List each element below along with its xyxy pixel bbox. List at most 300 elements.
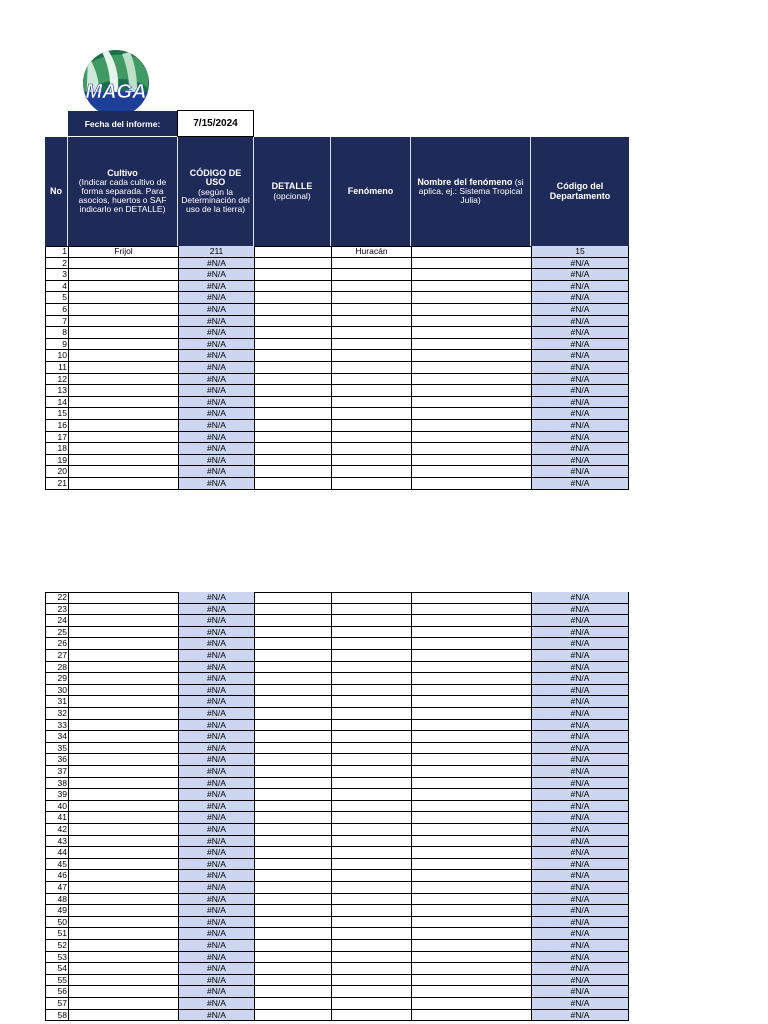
cell-cultivo[interactable] <box>68 708 178 720</box>
cell-cultivo[interactable] <box>68 778 178 790</box>
cell-fenomeno[interactable] <box>331 339 411 351</box>
cell-detalle[interactable] <box>254 339 331 351</box>
cell-cultivo[interactable] <box>68 281 178 293</box>
cell-codigo-uso: #N/A <box>178 928 254 940</box>
table-row <box>45 638 629 650</box>
cell-nombre-fenomeno[interactable] <box>411 743 531 755</box>
cell-nombre-fenomeno[interactable] <box>411 397 531 409</box>
cell-fenomeno[interactable] <box>331 362 411 374</box>
cell-nombre-fenomeno[interactable] <box>411 789 531 801</box>
cell-fenomeno[interactable] <box>331 754 411 766</box>
cell-detalle[interactable] <box>254 443 331 455</box>
cell-cultivo[interactable] <box>68 824 178 836</box>
cell-fenomeno[interactable] <box>331 836 411 848</box>
cell-nombre-fenomeno[interactable] <box>411 432 531 444</box>
cell-fenomeno[interactable] <box>331 801 411 813</box>
cell-detalle[interactable] <box>254 627 331 639</box>
cell-codigo-uso: #N/A <box>178 952 254 964</box>
cell-cultivo[interactable] <box>68 258 178 270</box>
cell-detalle[interactable] <box>254 408 331 420</box>
cell-nombre-fenomeno[interactable] <box>411 905 531 917</box>
cell-fenomeno[interactable] <box>331 292 411 304</box>
cell-codigo-departamento: #N/A <box>531 836 629 848</box>
cell-detalle[interactable] <box>254 650 331 662</box>
cell-cultivo[interactable] <box>68 327 178 339</box>
cell-fenomeno[interactable] <box>331 986 411 998</box>
cell-detalle[interactable] <box>254 963 331 975</box>
cell-nombre-fenomeno[interactable] <box>411 928 531 940</box>
cell-detalle[interactable] <box>254 754 331 766</box>
cell-fenomeno[interactable] <box>331 327 411 339</box>
cell-no: 47 <box>45 882 68 894</box>
cell-codigo-departamento: #N/A <box>531 281 629 293</box>
cell-cultivo[interactable] <box>68 627 178 639</box>
cell-no: 54 <box>45 963 68 975</box>
cell-cultivo[interactable] <box>68 350 178 362</box>
cell-fenomeno[interactable] <box>331 432 411 444</box>
cell-nombre-fenomeno[interactable] <box>411 812 531 824</box>
cell-no: 17 <box>45 432 68 444</box>
cell-fenomeno[interactable] <box>331 443 411 455</box>
cell-nombre-fenomeno[interactable] <box>411 638 531 650</box>
cell-detalle[interactable] <box>254 292 331 304</box>
cell-nombre-fenomeno[interactable] <box>411 281 531 293</box>
cell-fenomeno[interactable] <box>331 743 411 755</box>
cell-nombre-fenomeno[interactable] <box>411 592 531 604</box>
cell-nombre-fenomeno[interactable] <box>411 362 531 374</box>
cell-cultivo[interactable] <box>68 731 178 743</box>
cell-detalle[interactable] <box>254 940 331 952</box>
cell-cultivo[interactable] <box>68 408 178 420</box>
cell-nombre-fenomeno[interactable] <box>411 696 531 708</box>
cell-nombre-fenomeno[interactable] <box>411 882 531 894</box>
cell-nombre-fenomeno[interactable] <box>411 604 531 616</box>
cell-cultivo[interactable] <box>68 397 178 409</box>
cell-no: 16 <box>45 420 68 432</box>
cell-cultivo[interactable] <box>68 801 178 813</box>
cell-codigo-uso: #N/A <box>178 812 254 824</box>
cell-detalle[interactable] <box>254 812 331 824</box>
data-table-top <box>45 246 629 490</box>
table-row <box>45 882 629 894</box>
cell-detalle[interactable] <box>254 847 331 859</box>
cell-detalle[interactable] <box>254 998 331 1010</box>
cell-detalle[interactable] <box>254 269 331 281</box>
cell-fenomeno[interactable] <box>331 627 411 639</box>
report-date-field[interactable]: 7/15/2024 <box>177 110 254 137</box>
cell-nombre-fenomeno[interactable] <box>411 940 531 952</box>
cell-cultivo[interactable] <box>68 478 178 490</box>
cell-fenomeno[interactable] <box>331 466 411 478</box>
cell-cultivo[interactable] <box>68 720 178 732</box>
cell-no: 55 <box>45 975 68 987</box>
cell-detalle[interactable] <box>254 615 331 627</box>
cell-no: 56 <box>45 986 68 998</box>
cell-detalle[interactable] <box>254 304 331 316</box>
cell-fenomeno[interactable] <box>331 998 411 1010</box>
cell-detalle[interactable] <box>254 316 331 328</box>
cell-cultivo[interactable] <box>68 928 178 940</box>
cell-cultivo[interactable]: Frijol <box>68 246 178 258</box>
cell-codigo-departamento: #N/A <box>531 385 629 397</box>
cell-fenomeno[interactable] <box>331 638 411 650</box>
cell-codigo-departamento: #N/A <box>531 731 629 743</box>
cell-nombre-fenomeno[interactable] <box>411 778 531 790</box>
cell-nombre-fenomeno[interactable] <box>411 685 531 697</box>
cell-cultivo[interactable] <box>68 673 178 685</box>
cell-detalle[interactable] <box>254 952 331 964</box>
cell-fenomeno[interactable] <box>331 928 411 940</box>
cell-cultivo[interactable] <box>68 905 178 917</box>
cell-nombre-fenomeno[interactable] <box>411 847 531 859</box>
cell-detalle[interactable] <box>254 766 331 778</box>
cell-nombre-fenomeno[interactable] <box>411 952 531 964</box>
cell-fenomeno[interactable] <box>331 905 411 917</box>
cell-cultivo[interactable] <box>68 615 178 627</box>
cell-fenomeno[interactable] <box>331 420 411 432</box>
cell-fenomeno[interactable] <box>331 766 411 778</box>
cell-codigo-uso: #N/A <box>178 801 254 813</box>
cell-no: 12 <box>45 374 68 386</box>
cell-detalle[interactable] <box>254 870 331 882</box>
cell-detalle[interactable] <box>254 720 331 732</box>
cell-fenomeno[interactable] <box>331 847 411 859</box>
cell-nombre-fenomeno[interactable] <box>411 963 531 975</box>
cell-fenomeno[interactable] <box>331 731 411 743</box>
cell-fenomeno[interactable] <box>331 350 411 362</box>
cell-detalle[interactable] <box>254 350 331 362</box>
cell-codigo-departamento: #N/A <box>531 870 629 882</box>
cell-nombre-fenomeno[interactable] <box>411 801 531 813</box>
cell-nombre-fenomeno[interactable] <box>411 466 531 478</box>
cell-codigo-departamento: #N/A <box>531 905 629 917</box>
cell-codigo-departamento: #N/A <box>531 928 629 940</box>
cell-cultivo[interactable] <box>68 986 178 998</box>
table-row <box>45 673 629 685</box>
cell-cultivo[interactable] <box>68 882 178 894</box>
cell-codigo-uso: #N/A <box>178 592 254 604</box>
cell-fenomeno[interactable] <box>331 812 411 824</box>
cell-cultivo[interactable] <box>68 754 178 766</box>
cell-cultivo[interactable] <box>68 662 178 674</box>
table-row <box>45 905 629 917</box>
cell-cultivo[interactable] <box>68 975 178 987</box>
cell-fenomeno[interactable] <box>331 685 411 697</box>
cell-no: 46 <box>45 870 68 882</box>
cell-fenomeno[interactable] <box>331 870 411 882</box>
cell-nombre-fenomeno[interactable] <box>411 374 531 386</box>
cell-cultivo[interactable] <box>68 374 178 386</box>
cell-nombre-fenomeno[interactable] <box>411 246 531 258</box>
cell-nombre-fenomeno[interactable] <box>411 385 531 397</box>
cell-codigo-departamento: 15 <box>531 246 629 258</box>
cell-codigo-departamento: #N/A <box>531 443 629 455</box>
cell-cultivo[interactable] <box>68 696 178 708</box>
cell-nombre-fenomeno[interactable] <box>411 615 531 627</box>
cell-detalle[interactable] <box>254 420 331 432</box>
cell-cultivo[interactable] <box>68 952 178 964</box>
cell-cultivo[interactable] <box>68 685 178 697</box>
cell-cultivo[interactable] <box>68 1010 178 1022</box>
cell-detalle[interactable] <box>254 432 331 444</box>
cell-nombre-fenomeno[interactable] <box>411 998 531 1010</box>
cell-fenomeno[interactable] <box>331 778 411 790</box>
table-row <box>45 304 629 316</box>
cell-codigo-uso: #N/A <box>178 292 254 304</box>
cell-fenomeno[interactable] <box>331 269 411 281</box>
cell-cultivo[interactable] <box>68 292 178 304</box>
cell-nombre-fenomeno[interactable] <box>411 420 531 432</box>
cell-detalle[interactable] <box>254 778 331 790</box>
cell-cultivo[interactable] <box>68 894 178 906</box>
cell-cultivo[interactable] <box>68 940 178 952</box>
cell-fenomeno[interactable] <box>331 720 411 732</box>
table-row <box>45 1010 629 1022</box>
cell-fenomeno[interactable] <box>331 478 411 490</box>
cell-detalle[interactable] <box>254 604 331 616</box>
cell-codigo-departamento: #N/A <box>531 673 629 685</box>
cell-fenomeno[interactable] <box>331 281 411 293</box>
cell-nombre-fenomeno[interactable] <box>411 443 531 455</box>
cell-nombre-fenomeno[interactable] <box>411 408 531 420</box>
cell-fenomeno[interactable] <box>331 397 411 409</box>
cell-cultivo[interactable] <box>68 592 178 604</box>
cell-fenomeno[interactable] <box>331 963 411 975</box>
cell-nombre-fenomeno[interactable] <box>411 327 531 339</box>
cell-detalle[interactable] <box>254 986 331 998</box>
cell-no: 8 <box>45 327 68 339</box>
cell-detalle[interactable] <box>254 696 331 708</box>
cell-detalle[interactable] <box>254 789 331 801</box>
cell-detalle[interactable] <box>254 836 331 848</box>
table-row <box>45 801 629 813</box>
cell-fenomeno[interactable] <box>331 304 411 316</box>
cell-nombre-fenomeno[interactable] <box>411 824 531 836</box>
cell-detalle[interactable] <box>254 824 331 836</box>
cell-nombre-fenomeno[interactable] <box>411 986 531 998</box>
cell-detalle[interactable] <box>254 246 331 258</box>
cell-no: 21 <box>45 478 68 490</box>
cell-nombre-fenomeno[interactable] <box>411 269 531 281</box>
cell-no: 20 <box>45 466 68 478</box>
cell-nombre-fenomeno[interactable] <box>411 1010 531 1022</box>
cell-nombre-fenomeno[interactable] <box>411 766 531 778</box>
cell-fenomeno[interactable] <box>331 696 411 708</box>
cell-fenomeno[interactable] <box>331 408 411 420</box>
cell-codigo-uso: #N/A <box>178 859 254 871</box>
cell-cultivo[interactable] <box>68 812 178 824</box>
cell-detalle[interactable] <box>254 478 331 490</box>
cell-cultivo[interactable] <box>68 789 178 801</box>
cell-fenomeno[interactable] <box>331 917 411 929</box>
cell-nombre-fenomeno[interactable] <box>411 350 531 362</box>
cell-nombre-fenomeno[interactable] <box>411 304 531 316</box>
cell-nombre-fenomeno[interactable] <box>411 975 531 987</box>
cell-detalle[interactable] <box>254 374 331 386</box>
cell-nombre-fenomeno[interactable] <box>411 673 531 685</box>
cell-detalle[interactable] <box>254 592 331 604</box>
cell-fenomeno[interactable] <box>331 859 411 871</box>
cell-fenomeno[interactable]: Huracán <box>331 246 411 258</box>
cell-nombre-fenomeno[interactable] <box>411 836 531 848</box>
cell-fenomeno[interactable] <box>331 789 411 801</box>
cell-fenomeno[interactable] <box>331 708 411 720</box>
cell-nombre-fenomeno[interactable] <box>411 339 531 351</box>
cell-nombre-fenomeno[interactable] <box>411 455 531 467</box>
cell-codigo-uso: #N/A <box>178 836 254 848</box>
cell-codigo-uso: #N/A <box>178 766 254 778</box>
cell-no: 33 <box>45 720 68 732</box>
cell-codigo-departamento: #N/A <box>531 720 629 732</box>
cell-cultivo[interactable] <box>68 362 178 374</box>
cell-nombre-fenomeno[interactable] <box>411 478 531 490</box>
cell-detalle[interactable] <box>254 685 331 697</box>
cell-detalle[interactable] <box>254 905 331 917</box>
cell-fenomeno[interactable] <box>331 662 411 674</box>
cell-cultivo[interactable] <box>68 432 178 444</box>
cell-nombre-fenomeno[interactable] <box>411 258 531 270</box>
cell-fenomeno[interactable] <box>331 592 411 604</box>
cell-detalle[interactable] <box>254 731 331 743</box>
cell-cultivo[interactable] <box>68 998 178 1010</box>
cell-detalle[interactable] <box>254 662 331 674</box>
cell-codigo-departamento: #N/A <box>531 801 629 813</box>
cell-codigo-uso: #N/A <box>178 708 254 720</box>
cell-detalle[interactable] <box>254 327 331 339</box>
cell-codigo-departamento: #N/A <box>531 650 629 662</box>
cell-codigo-departamento: #N/A <box>531 998 629 1010</box>
cell-detalle[interactable] <box>254 466 331 478</box>
cell-codigo-departamento: #N/A <box>531 847 629 859</box>
table-row <box>45 455 629 467</box>
cell-cultivo[interactable] <box>68 304 178 316</box>
cell-nombre-fenomeno[interactable] <box>411 731 531 743</box>
cell-detalle[interactable] <box>254 281 331 293</box>
cell-codigo-uso: #N/A <box>178 420 254 432</box>
cell-cultivo[interactable] <box>68 917 178 929</box>
cell-detalle[interactable] <box>254 638 331 650</box>
cell-fenomeno[interactable] <box>331 975 411 987</box>
cell-detalle[interactable] <box>254 397 331 409</box>
cell-detalle[interactable] <box>254 673 331 685</box>
cell-nombre-fenomeno[interactable] <box>411 662 531 674</box>
cell-detalle[interactable] <box>254 894 331 906</box>
cell-cultivo[interactable] <box>68 420 178 432</box>
cell-detalle[interactable] <box>254 859 331 871</box>
cell-codigo-departamento: #N/A <box>531 859 629 871</box>
cell-fenomeno[interactable] <box>331 258 411 270</box>
cell-fenomeno[interactable] <box>331 385 411 397</box>
cell-no: 57 <box>45 998 68 1010</box>
cell-nombre-fenomeno[interactable] <box>411 894 531 906</box>
cell-fenomeno[interactable] <box>331 316 411 328</box>
cell-detalle[interactable] <box>254 975 331 987</box>
cell-nombre-fenomeno[interactable] <box>411 316 531 328</box>
cell-cultivo[interactable] <box>68 859 178 871</box>
cell-fenomeno[interactable] <box>331 1010 411 1022</box>
cell-cultivo[interactable] <box>68 870 178 882</box>
cell-nombre-fenomeno[interactable] <box>411 650 531 662</box>
cell-cultivo[interactable] <box>68 466 178 478</box>
cell-fenomeno[interactable] <box>331 940 411 952</box>
cell-codigo-departamento: #N/A <box>531 432 629 444</box>
table-header <box>45 137 629 246</box>
cell-fenomeno[interactable] <box>331 673 411 685</box>
header-no: No <box>45 137 68 246</box>
cell-nombre-fenomeno[interactable] <box>411 859 531 871</box>
cell-detalle[interactable] <box>254 928 331 940</box>
cell-codigo-uso: #N/A <box>178 327 254 339</box>
cell-cultivo[interactable] <box>68 836 178 848</box>
cell-detalle[interactable] <box>254 882 331 894</box>
cell-codigo-departamento: #N/A <box>531 466 629 478</box>
cell-codigo-departamento: #N/A <box>531 824 629 836</box>
cell-detalle[interactable] <box>254 362 331 374</box>
cell-nombre-fenomeno[interactable] <box>411 627 531 639</box>
cell-codigo-departamento: #N/A <box>531 894 629 906</box>
cell-detalle[interactable] <box>254 455 331 467</box>
cell-nombre-fenomeno[interactable] <box>411 292 531 304</box>
cell-cultivo[interactable] <box>68 766 178 778</box>
cell-codigo-departamento: #N/A <box>531 766 629 778</box>
cell-fenomeno[interactable] <box>331 894 411 906</box>
cell-no: 40 <box>45 801 68 813</box>
cell-detalle[interactable] <box>254 1010 331 1022</box>
cell-cultivo[interactable] <box>68 963 178 975</box>
cell-cultivo[interactable] <box>68 316 178 328</box>
cell-cultivo[interactable] <box>68 339 178 351</box>
cell-codigo-uso: 211 <box>178 246 254 258</box>
cell-fenomeno[interactable] <box>331 650 411 662</box>
table-row <box>45 350 629 362</box>
cell-cultivo[interactable] <box>68 443 178 455</box>
cell-no: 58 <box>45 1010 68 1022</box>
cell-cultivo[interactable] <box>68 269 178 281</box>
cell-fenomeno[interactable] <box>331 952 411 964</box>
table-row <box>45 789 629 801</box>
cell-no: 51 <box>45 928 68 940</box>
cell-nombre-fenomeno[interactable] <box>411 720 531 732</box>
cell-fenomeno[interactable] <box>331 604 411 616</box>
cell-detalle[interactable] <box>254 708 331 720</box>
cell-nombre-fenomeno[interactable] <box>411 870 531 882</box>
cell-cultivo[interactable] <box>68 650 178 662</box>
cell-cultivo[interactable] <box>68 385 178 397</box>
cell-cultivo[interactable] <box>68 455 178 467</box>
cell-detalle[interactable] <box>254 258 331 270</box>
cell-nombre-fenomeno[interactable] <box>411 708 531 720</box>
cell-detalle[interactable] <box>254 917 331 929</box>
cell-no: 31 <box>45 696 68 708</box>
cell-fenomeno[interactable] <box>331 615 411 627</box>
cell-no: 27 <box>45 650 68 662</box>
cell-fenomeno[interactable] <box>331 455 411 467</box>
cell-detalle[interactable] <box>254 743 331 755</box>
cell-fenomeno[interactable] <box>331 824 411 836</box>
cell-fenomeno[interactable] <box>331 374 411 386</box>
cell-cultivo[interactable] <box>68 604 178 616</box>
cell-nombre-fenomeno[interactable] <box>411 917 531 929</box>
cell-no: 2 <box>45 258 68 270</box>
cell-nombre-fenomeno[interactable] <box>411 754 531 766</box>
cell-detalle[interactable] <box>254 801 331 813</box>
cell-cultivo[interactable] <box>68 638 178 650</box>
cell-cultivo[interactable] <box>68 743 178 755</box>
table-row <box>45 420 629 432</box>
cell-detalle[interactable] <box>254 385 331 397</box>
cell-fenomeno[interactable] <box>331 882 411 894</box>
cell-cultivo[interactable] <box>68 847 178 859</box>
